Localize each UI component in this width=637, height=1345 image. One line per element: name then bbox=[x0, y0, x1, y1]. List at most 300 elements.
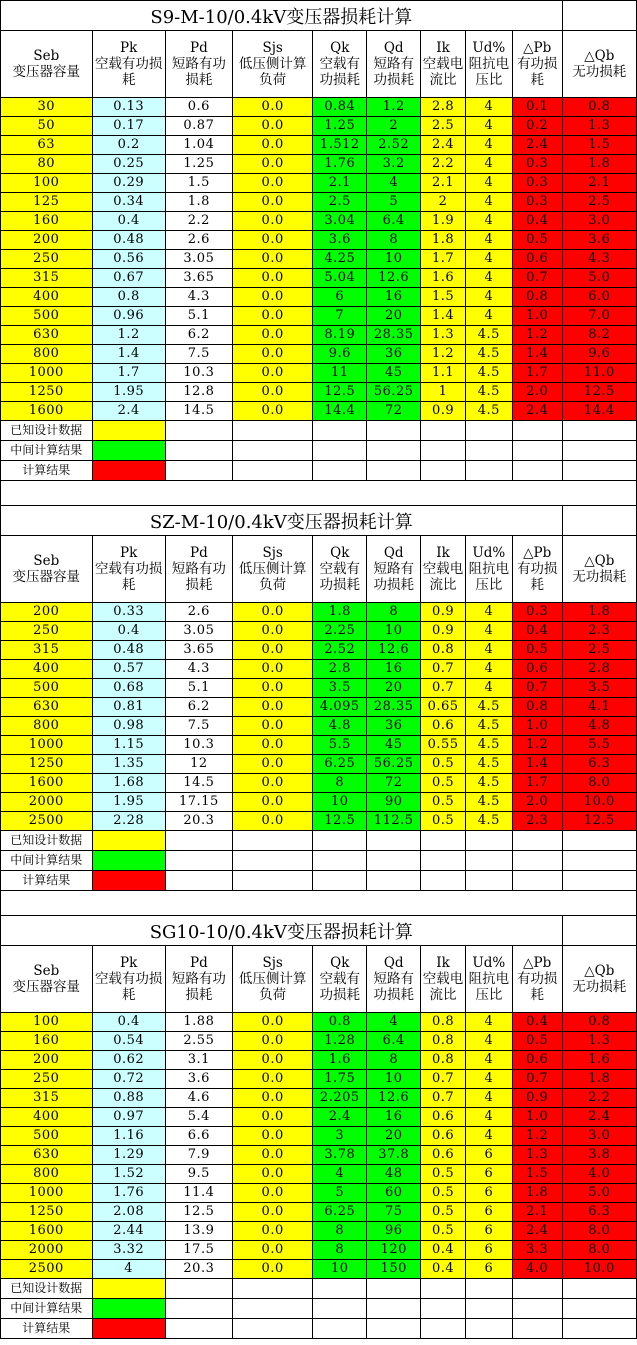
data-cell[interactable]: 0.0 bbox=[232, 698, 312, 717]
data-cell[interactable]: 2000 bbox=[1, 793, 93, 812]
data-cell[interactable]: 2.4 bbox=[562, 1108, 636, 1127]
empty-cell[interactable] bbox=[165, 1299, 232, 1319]
data-cell[interactable]: 0.72 bbox=[92, 1070, 165, 1089]
legend-swatch[interactable] bbox=[92, 851, 165, 871]
data-cell[interactable]: 4 bbox=[465, 603, 512, 622]
data-cell[interactable]: 4 bbox=[465, 1089, 512, 1108]
data-cell[interactable]: 72 bbox=[367, 774, 421, 793]
data-cell[interactable]: 36 bbox=[367, 717, 421, 736]
data-cell[interactable]: 0.7 bbox=[512, 269, 562, 288]
data-cell[interactable]: 0.5 bbox=[512, 1032, 562, 1051]
data-cell[interactable]: 5.04 bbox=[313, 269, 367, 288]
empty-cell[interactable] bbox=[367, 871, 421, 891]
data-cell[interactable]: 1.88 bbox=[165, 1013, 232, 1032]
data-cell[interactable]: 4.3 bbox=[562, 250, 636, 269]
data-cell[interactable]: 112.5 bbox=[367, 812, 421, 831]
data-cell[interactable]: 0.48 bbox=[92, 641, 165, 660]
data-cell[interactable]: 1.4 bbox=[512, 345, 562, 364]
data-cell[interactable]: 250 bbox=[1, 622, 93, 641]
data-cell[interactable]: 0.3 bbox=[512, 603, 562, 622]
data-cell[interactable]: 20.3 bbox=[165, 812, 232, 831]
data-cell[interactable]: 200 bbox=[1, 603, 93, 622]
data-cell[interactable]: 45 bbox=[367, 736, 421, 755]
data-cell[interactable]: 1.0 bbox=[512, 307, 562, 326]
empty-cell[interactable] bbox=[313, 461, 367, 481]
data-cell[interactable]: 0.55 bbox=[421, 736, 466, 755]
empty-cell[interactable] bbox=[367, 461, 421, 481]
data-cell[interactable]: 100 bbox=[1, 174, 93, 193]
data-cell[interactable]: 1.76 bbox=[92, 1184, 165, 1203]
data-cell[interactable]: 4 bbox=[465, 136, 512, 155]
data-cell[interactable]: 2.4 bbox=[313, 1108, 367, 1127]
data-cell[interactable]: 3.6 bbox=[562, 231, 636, 250]
data-cell[interactable]: 12.6 bbox=[367, 269, 421, 288]
empty-cell[interactable] bbox=[232, 1319, 312, 1339]
data-cell[interactable]: 10 bbox=[313, 793, 367, 812]
empty-cell[interactable] bbox=[562, 441, 636, 461]
data-cell[interactable]: 2.08 bbox=[92, 1203, 165, 1222]
data-cell[interactable]: 0.7 bbox=[421, 660, 466, 679]
data-cell[interactable]: 4.5 bbox=[465, 364, 512, 383]
data-cell[interactable]: 3.5 bbox=[562, 679, 636, 698]
empty-cell[interactable] bbox=[512, 421, 562, 441]
data-cell[interactable]: 13.9 bbox=[165, 1222, 232, 1241]
empty-cell[interactable] bbox=[421, 851, 466, 871]
data-cell[interactable]: 0.4 bbox=[512, 212, 562, 231]
empty-cell[interactable] bbox=[421, 441, 466, 461]
data-cell[interactable]: 72 bbox=[367, 402, 421, 421]
empty-cell[interactable] bbox=[313, 1299, 367, 1319]
data-cell[interactable]: 6.25 bbox=[313, 755, 367, 774]
data-cell[interactable]: 0.6 bbox=[512, 660, 562, 679]
data-cell[interactable]: 0.0 bbox=[232, 364, 312, 383]
data-cell[interactable]: 4 bbox=[465, 622, 512, 641]
data-cell[interactable]: 1.68 bbox=[92, 774, 165, 793]
data-cell[interactable]: 6 bbox=[465, 1146, 512, 1165]
data-cell[interactable]: 1000 bbox=[1, 1184, 93, 1203]
data-cell[interactable]: 5.4 bbox=[165, 1108, 232, 1127]
data-cell[interactable]: 0.8 bbox=[92, 288, 165, 307]
data-cell[interactable]: 4 bbox=[465, 641, 512, 660]
data-cell[interactable]: 0.0 bbox=[232, 174, 312, 193]
data-cell[interactable]: 2.2 bbox=[421, 155, 466, 174]
data-cell[interactable]: 4 bbox=[465, 174, 512, 193]
data-cell[interactable]: 2.4 bbox=[512, 1222, 562, 1241]
data-cell[interactable]: 6 bbox=[465, 1260, 512, 1279]
data-cell[interactable]: 1.95 bbox=[92, 383, 165, 402]
data-cell[interactable]: 80 bbox=[1, 155, 93, 174]
data-cell[interactable]: 2.4 bbox=[512, 136, 562, 155]
data-cell[interactable]: 7.9 bbox=[165, 1146, 232, 1165]
data-cell[interactable]: 1.5 bbox=[421, 288, 466, 307]
data-cell[interactable]: 36 bbox=[367, 345, 421, 364]
data-cell[interactable]: 2.3 bbox=[512, 812, 562, 831]
empty-cell[interactable] bbox=[367, 1299, 421, 1319]
data-cell[interactable]: 0.0 bbox=[232, 326, 312, 345]
data-cell[interactable]: 1.9 bbox=[421, 212, 466, 231]
data-cell[interactable]: 4 bbox=[465, 1127, 512, 1146]
empty-cell[interactable] bbox=[512, 1319, 562, 1339]
data-cell[interactable]: 10.0 bbox=[562, 1260, 636, 1279]
empty-cell[interactable] bbox=[421, 461, 466, 481]
data-cell[interactable]: 2.4 bbox=[512, 402, 562, 421]
data-cell[interactable]: 2.1 bbox=[313, 174, 367, 193]
data-cell[interactable]: 1.3 bbox=[562, 117, 636, 136]
data-cell[interactable]: 1000 bbox=[1, 736, 93, 755]
data-cell[interactable]: 14.5 bbox=[165, 774, 232, 793]
data-cell[interactable]: 0.0 bbox=[232, 98, 312, 117]
data-cell[interactable]: 0.0 bbox=[232, 1070, 312, 1089]
data-cell[interactable]: 1.6 bbox=[421, 269, 466, 288]
empty-cell[interactable] bbox=[367, 441, 421, 461]
data-cell[interactable]: 2000 bbox=[1, 1241, 93, 1260]
data-cell[interactable]: 5.0 bbox=[562, 269, 636, 288]
data-cell[interactable]: 0.2 bbox=[92, 136, 165, 155]
legend-swatch[interactable] bbox=[92, 1279, 165, 1299]
data-cell[interactable]: 5.5 bbox=[562, 736, 636, 755]
data-cell[interactable]: 0.0 bbox=[232, 812, 312, 831]
data-cell[interactable]: 0.0 bbox=[232, 603, 312, 622]
data-cell[interactable]: 4 bbox=[465, 1070, 512, 1089]
data-cell[interactable]: 6.25 bbox=[313, 1203, 367, 1222]
data-cell[interactable]: 1.8 bbox=[421, 231, 466, 250]
data-cell[interactable]: 0.57 bbox=[92, 660, 165, 679]
data-cell[interactable]: 17.15 bbox=[165, 793, 232, 812]
data-cell[interactable]: 1.8 bbox=[562, 603, 636, 622]
data-cell[interactable]: 0.5 bbox=[512, 641, 562, 660]
data-cell[interactable]: 6.2 bbox=[165, 698, 232, 717]
data-cell[interactable]: 0.54 bbox=[92, 1032, 165, 1051]
data-cell[interactable]: 250 bbox=[1, 250, 93, 269]
empty-cell[interactable] bbox=[562, 1319, 636, 1339]
data-cell[interactable]: 0.0 bbox=[232, 288, 312, 307]
data-cell[interactable]: 0.56 bbox=[92, 250, 165, 269]
data-cell[interactable]: 2.4 bbox=[421, 136, 466, 155]
data-cell[interactable]: 4.5 bbox=[465, 774, 512, 793]
data-cell[interactable]: 1.5 bbox=[512, 1165, 562, 1184]
data-cell[interactable]: 75 bbox=[367, 1203, 421, 1222]
empty-cell[interactable] bbox=[421, 831, 466, 851]
data-cell[interactable]: 0.4 bbox=[92, 622, 165, 641]
data-cell[interactable]: 3.0 bbox=[562, 212, 636, 231]
data-cell[interactable]: 1.25 bbox=[313, 117, 367, 136]
data-cell[interactable]: 0.4 bbox=[512, 1013, 562, 1032]
data-cell[interactable]: 400 bbox=[1, 660, 93, 679]
data-cell[interactable]: 4 bbox=[465, 98, 512, 117]
data-cell[interactable]: 0.6 bbox=[165, 98, 232, 117]
empty-cell[interactable] bbox=[367, 831, 421, 851]
data-cell[interactable]: 1.4 bbox=[92, 345, 165, 364]
data-cell[interactable]: 400 bbox=[1, 288, 93, 307]
empty-cell[interactable] bbox=[465, 1279, 512, 1299]
data-cell[interactable]: 0.29 bbox=[92, 174, 165, 193]
data-cell[interactable]: 7 bbox=[313, 307, 367, 326]
data-cell[interactable]: 7.0 bbox=[562, 307, 636, 326]
data-cell[interactable]: 2.6 bbox=[165, 603, 232, 622]
data-cell[interactable]: 500 bbox=[1, 679, 93, 698]
data-cell[interactable]: 0.62 bbox=[92, 1051, 165, 1070]
data-cell[interactable]: 1.2 bbox=[512, 736, 562, 755]
data-cell[interactable]: 5 bbox=[313, 1184, 367, 1203]
data-cell[interactable]: 4 bbox=[465, 307, 512, 326]
data-cell[interactable]: 0.5 bbox=[512, 231, 562, 250]
data-cell[interactable]: 1.2 bbox=[367, 98, 421, 117]
data-cell[interactable]: 500 bbox=[1, 1127, 93, 1146]
data-cell[interactable]: 3.05 bbox=[165, 250, 232, 269]
legend-swatch[interactable] bbox=[92, 831, 165, 851]
data-cell[interactable]: 200 bbox=[1, 231, 93, 250]
data-cell[interactable]: 0.3 bbox=[512, 174, 562, 193]
data-cell[interactable]: 4.1 bbox=[562, 698, 636, 717]
data-cell[interactable]: 1.0 bbox=[512, 1108, 562, 1127]
data-cell[interactable]: 2.28 bbox=[92, 812, 165, 831]
data-cell[interactable]: 9.6 bbox=[562, 345, 636, 364]
data-cell[interactable]: 0.0 bbox=[232, 212, 312, 231]
data-cell[interactable]: 4 bbox=[465, 679, 512, 698]
data-cell[interactable]: 8.0 bbox=[562, 774, 636, 793]
data-cell[interactable]: 60 bbox=[367, 1184, 421, 1203]
empty-cell[interactable] bbox=[165, 851, 232, 871]
data-cell[interactable]: 6.6 bbox=[165, 1127, 232, 1146]
data-cell[interactable]: 0.5 bbox=[421, 812, 466, 831]
data-cell[interactable]: 4 bbox=[92, 1260, 165, 1279]
data-cell[interactable]: 3.65 bbox=[165, 269, 232, 288]
empty-cell[interactable] bbox=[165, 421, 232, 441]
empty-cell[interactable] bbox=[562, 461, 636, 481]
data-cell[interactable]: 0.96 bbox=[92, 307, 165, 326]
data-cell[interactable]: 1.7 bbox=[92, 364, 165, 383]
data-cell[interactable]: 1.2 bbox=[421, 345, 466, 364]
empty-cell[interactable] bbox=[512, 1279, 562, 1299]
data-cell[interactable]: 96 bbox=[367, 1222, 421, 1241]
data-cell[interactable]: 0.0 bbox=[232, 307, 312, 326]
data-cell[interactable]: 0.0 bbox=[232, 345, 312, 364]
data-cell[interactable]: 0.6 bbox=[421, 1108, 466, 1127]
data-cell[interactable]: 4.5 bbox=[465, 326, 512, 345]
data-cell[interactable]: 3.78 bbox=[313, 1146, 367, 1165]
data-cell[interactable]: 1.8 bbox=[512, 1184, 562, 1203]
empty-cell[interactable] bbox=[232, 461, 312, 481]
data-cell[interactable]: 0.0 bbox=[232, 793, 312, 812]
data-cell[interactable]: 56.25 bbox=[367, 383, 421, 402]
data-cell[interactable]: 4 bbox=[465, 1032, 512, 1051]
data-cell[interactable]: 12.8 bbox=[165, 383, 232, 402]
data-cell[interactable]: 20 bbox=[367, 679, 421, 698]
data-cell[interactable]: 2.52 bbox=[367, 136, 421, 155]
data-cell[interactable]: 5.5 bbox=[313, 736, 367, 755]
data-cell[interactable]: 8 bbox=[367, 1051, 421, 1070]
data-cell[interactable]: 16 bbox=[367, 660, 421, 679]
data-cell[interactable]: 0.33 bbox=[92, 603, 165, 622]
empty-cell[interactable] bbox=[367, 1319, 421, 1339]
data-cell[interactable]: 0.5 bbox=[421, 1165, 466, 1184]
data-cell[interactable]: 12.5 bbox=[562, 812, 636, 831]
data-cell[interactable]: 0.8 bbox=[512, 288, 562, 307]
data-cell[interactable]: 3.04 bbox=[313, 212, 367, 231]
data-cell[interactable]: 1.8 bbox=[562, 155, 636, 174]
data-cell[interactable]: 1.04 bbox=[165, 136, 232, 155]
data-cell[interactable]: 3.05 bbox=[165, 622, 232, 641]
empty-cell[interactable] bbox=[313, 1319, 367, 1339]
data-cell[interactable]: 0.0 bbox=[232, 1089, 312, 1108]
data-cell[interactable]: 1.2 bbox=[512, 1127, 562, 1146]
data-cell[interactable]: 0.0 bbox=[232, 1260, 312, 1279]
empty-cell[interactable] bbox=[421, 421, 466, 441]
data-cell[interactable]: 2.4 bbox=[92, 402, 165, 421]
data-cell[interactable]: 0.84 bbox=[313, 98, 367, 117]
data-cell[interactable]: 0.0 bbox=[232, 117, 312, 136]
data-cell[interactable]: 12 bbox=[165, 755, 232, 774]
data-cell[interactable]: 8 bbox=[313, 774, 367, 793]
data-cell[interactable]: 4 bbox=[313, 1165, 367, 1184]
data-cell[interactable]: 630 bbox=[1, 698, 93, 717]
data-cell[interactable]: 1600 bbox=[1, 402, 93, 421]
empty-cell[interactable] bbox=[232, 421, 312, 441]
data-cell[interactable]: 0.0 bbox=[232, 1032, 312, 1051]
data-cell[interactable]: 0.0 bbox=[232, 641, 312, 660]
data-cell[interactable]: 0.9 bbox=[421, 402, 466, 421]
data-cell[interactable]: 9.5 bbox=[165, 1165, 232, 1184]
data-cell[interactable]: 0.0 bbox=[232, 622, 312, 641]
data-cell[interactable]: 8.2 bbox=[562, 326, 636, 345]
legend-swatch[interactable] bbox=[92, 461, 165, 481]
data-cell[interactable]: 10 bbox=[367, 1070, 421, 1089]
data-cell[interactable]: 0.3 bbox=[512, 193, 562, 212]
data-cell[interactable]: 2.8 bbox=[562, 660, 636, 679]
data-cell[interactable]: 7.5 bbox=[165, 717, 232, 736]
data-cell[interactable]: 1.6 bbox=[313, 1051, 367, 1070]
empty-cell[interactable] bbox=[367, 851, 421, 871]
data-cell[interactable]: 0.6 bbox=[512, 1051, 562, 1070]
data-cell[interactable]: 0.8 bbox=[421, 1051, 466, 1070]
data-cell[interactable]: 4 bbox=[465, 155, 512, 174]
data-cell[interactable]: 0.8 bbox=[313, 1013, 367, 1032]
data-cell[interactable]: 30 bbox=[1, 98, 93, 117]
data-cell[interactable]: 4.5 bbox=[465, 736, 512, 755]
data-cell[interactable]: 315 bbox=[1, 269, 93, 288]
data-cell[interactable]: 5 bbox=[367, 193, 421, 212]
data-cell[interactable]: 6 bbox=[465, 1241, 512, 1260]
data-cell[interactable]: 11.4 bbox=[165, 1184, 232, 1203]
data-cell[interactable]: 2.8 bbox=[313, 660, 367, 679]
empty-cell[interactable] bbox=[512, 441, 562, 461]
legend-swatch[interactable] bbox=[92, 421, 165, 441]
empty-cell[interactable] bbox=[165, 441, 232, 461]
data-cell[interactable]: 0.6 bbox=[421, 1127, 466, 1146]
data-cell[interactable]: 0.0 bbox=[232, 250, 312, 269]
data-cell[interactable]: 4.5 bbox=[465, 345, 512, 364]
data-cell[interactable]: 150 bbox=[367, 1260, 421, 1279]
data-cell[interactable]: 4.3 bbox=[165, 288, 232, 307]
data-cell[interactable]: 0.0 bbox=[232, 1146, 312, 1165]
data-cell[interactable]: 0.8 bbox=[512, 698, 562, 717]
data-cell[interactable]: 2.1 bbox=[421, 174, 466, 193]
data-cell[interactable]: 3.3 bbox=[512, 1241, 562, 1260]
data-cell[interactable]: 28.35 bbox=[367, 326, 421, 345]
data-cell[interactable]: 2.52 bbox=[313, 641, 367, 660]
data-cell[interactable]: 90 bbox=[367, 793, 421, 812]
data-cell[interactable]: 3.6 bbox=[165, 1070, 232, 1089]
data-cell[interactable]: 0.0 bbox=[232, 679, 312, 698]
data-cell[interactable]: 3 bbox=[313, 1127, 367, 1146]
data-cell[interactable]: 2.5 bbox=[562, 641, 636, 660]
data-cell[interactable]: 0.0 bbox=[232, 1222, 312, 1241]
data-cell[interactable]: 1.5 bbox=[165, 174, 232, 193]
data-cell[interactable]: 2.2 bbox=[562, 1089, 636, 1108]
data-cell[interactable]: 2.1 bbox=[562, 174, 636, 193]
data-cell[interactable]: 8.19 bbox=[313, 326, 367, 345]
data-cell[interactable]: 0.25 bbox=[92, 155, 165, 174]
data-cell[interactable]: 0.65 bbox=[421, 698, 466, 717]
data-cell[interactable]: 8 bbox=[313, 1241, 367, 1260]
data-cell[interactable]: 2.5 bbox=[421, 117, 466, 136]
data-cell[interactable]: 8 bbox=[367, 231, 421, 250]
data-cell[interactable]: 0.7 bbox=[512, 1070, 562, 1089]
data-cell[interactable]: 63 bbox=[1, 136, 93, 155]
data-cell[interactable]: 0.7 bbox=[421, 1089, 466, 1108]
data-cell[interactable]: 6.4 bbox=[367, 1032, 421, 1051]
data-cell[interactable]: 1.3 bbox=[421, 326, 466, 345]
data-cell[interactable]: 6 bbox=[465, 1184, 512, 1203]
data-cell[interactable]: 2.55 bbox=[165, 1032, 232, 1051]
data-cell[interactable]: 2.6 bbox=[165, 231, 232, 250]
data-cell[interactable]: 315 bbox=[1, 641, 93, 660]
data-cell[interactable]: 0.8 bbox=[562, 98, 636, 117]
data-cell[interactable]: 10 bbox=[367, 250, 421, 269]
data-cell[interactable]: 0.0 bbox=[232, 1013, 312, 1032]
data-cell[interactable]: 48 bbox=[367, 1165, 421, 1184]
data-cell[interactable]: 4 bbox=[465, 269, 512, 288]
data-cell[interactable]: 14.4 bbox=[313, 402, 367, 421]
data-cell[interactable]: 12.6 bbox=[367, 641, 421, 660]
data-cell[interactable]: 1.4 bbox=[512, 755, 562, 774]
data-cell[interactable]: 10.3 bbox=[165, 736, 232, 755]
empty-cell[interactable] bbox=[512, 1299, 562, 1319]
data-cell[interactable]: 200 bbox=[1, 1051, 93, 1070]
data-cell[interactable]: 0.0 bbox=[232, 193, 312, 212]
data-cell[interactable]: 1 bbox=[421, 383, 466, 402]
data-cell[interactable]: 2500 bbox=[1, 1260, 93, 1279]
data-cell[interactable]: 12.6 bbox=[367, 1089, 421, 1108]
data-cell[interactable]: 3.6 bbox=[313, 231, 367, 250]
empty-cell[interactable] bbox=[232, 851, 312, 871]
data-cell[interactable]: 2.205 bbox=[313, 1089, 367, 1108]
data-cell[interactable]: 0.68 bbox=[92, 679, 165, 698]
data-cell[interactable]: 1.29 bbox=[92, 1146, 165, 1165]
data-cell[interactable]: 0.4 bbox=[92, 1013, 165, 1032]
data-cell[interactable]: 630 bbox=[1, 326, 93, 345]
empty-cell[interactable] bbox=[562, 1279, 636, 1299]
data-cell[interactable]: 0.0 bbox=[232, 774, 312, 793]
data-cell[interactable]: 4 bbox=[465, 1013, 512, 1032]
data-cell[interactable]: 9.6 bbox=[313, 345, 367, 364]
empty-cell[interactable] bbox=[562, 851, 636, 871]
data-cell[interactable]: 1250 bbox=[1, 1203, 93, 1222]
empty-cell[interactable] bbox=[465, 1319, 512, 1339]
data-cell[interactable]: 4 bbox=[367, 174, 421, 193]
data-cell[interactable]: 10.0 bbox=[562, 793, 636, 812]
data-cell[interactable]: 6 bbox=[465, 1165, 512, 1184]
data-cell[interactable]: 0.8 bbox=[421, 641, 466, 660]
empty-cell[interactable] bbox=[512, 831, 562, 851]
data-cell[interactable]: 0.8 bbox=[421, 1013, 466, 1032]
data-cell[interactable]: 0.0 bbox=[232, 717, 312, 736]
data-cell[interactable]: 250 bbox=[1, 1070, 93, 1089]
data-cell[interactable]: 0.4 bbox=[421, 1260, 466, 1279]
data-cell[interactable]: 11 bbox=[313, 364, 367, 383]
data-cell[interactable]: 17.5 bbox=[165, 1241, 232, 1260]
data-cell[interactable]: 4.5 bbox=[465, 383, 512, 402]
